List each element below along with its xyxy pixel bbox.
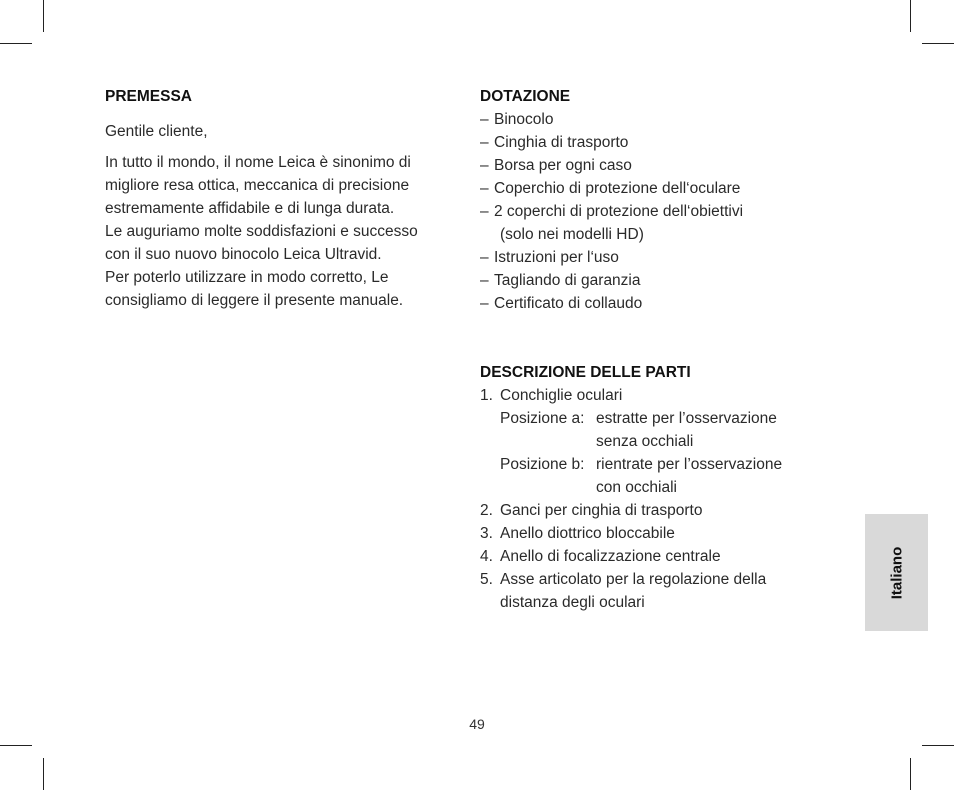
list-item-text: Asse articolato per la regolazione della [500, 571, 767, 588]
list-item-text: Anello di focalizzazione centrale [500, 548, 721, 565]
list-item-text: Tagliando di garanzia [494, 272, 641, 289]
list-item-text: Coperchio di protezione dell‘oculare [494, 180, 741, 197]
list-item [480, 108, 840, 131]
position-text [596, 453, 806, 499]
section-heading-dotazione: DOTAZIONE [480, 88, 571, 105]
list-item [480, 269, 840, 292]
item-number: 5. [480, 571, 493, 588]
list-item [480, 499, 840, 522]
list-item-text: Ganci per cinghia di trasporto [500, 502, 703, 519]
list-item [480, 384, 840, 499]
right-column [480, 85, 840, 614]
list-item-note: (solo nei modelli HD) [500, 226, 644, 243]
list-item-text: Anello diottrico bloccabile [500, 525, 675, 542]
page-number: 49 [469, 716, 485, 732]
item-number: 3. [480, 525, 493, 542]
list-item-text: Binocolo [494, 111, 554, 128]
item-number: 4. [480, 548, 493, 565]
list-item-text: Cinghia di trasporto [494, 134, 629, 151]
text-line: con il suo nuovo binocolo Leica Ultravid. [105, 246, 382, 263]
dash-bullet: – [480, 272, 489, 289]
position-row [500, 453, 840, 499]
dotazione-list [480, 108, 840, 315]
dash-bullet: – [480, 249, 489, 266]
list-item [480, 154, 840, 177]
position-text-line: con occhiali [596, 479, 677, 496]
list-item [480, 200, 840, 246]
language-tab [865, 514, 928, 631]
list-item [480, 177, 840, 200]
list-item [480, 292, 840, 315]
crop-mark [910, 0, 911, 32]
list-item [480, 246, 840, 269]
list-item [480, 131, 840, 154]
dash-bullet: – [480, 180, 489, 197]
text-line: migliore resa ottica, meccanica di precisione [105, 177, 410, 194]
item-number: 2. [480, 502, 493, 519]
text-line: In tutto il mondo, il nome Leica è sinonimo di [105, 154, 411, 171]
crop-mark [0, 745, 32, 746]
crop-mark [0, 43, 32, 44]
dash-bullet: – [480, 203, 489, 220]
dash-bullet: – [480, 295, 489, 312]
greeting: Gentile cliente, [105, 123, 208, 140]
list-item [480, 545, 840, 568]
position-text [596, 407, 806, 453]
list-item-text: 2 coperchi di protezione dell‘obiettivi [494, 203, 744, 220]
position-text-line: senza occhiali [596, 433, 694, 450]
position-row [500, 407, 840, 453]
left-column [105, 85, 445, 312]
parts-section [480, 361, 840, 614]
position-text-line: rientrate per l’osservazione [596, 456, 783, 473]
language-tab-label: Italiano [888, 546, 905, 599]
position-label: Posizione a: [500, 410, 585, 427]
parts-list [480, 384, 840, 614]
position-text-line: estratte per l’osservazione [596, 410, 777, 427]
list-item-text: Certificato di collaudo [494, 295, 643, 312]
crop-mark [43, 758, 44, 790]
section-heading-premessa: PREMESSA [105, 88, 192, 105]
crop-mark [43, 0, 44, 32]
crop-mark [910, 758, 911, 790]
list-item [480, 568, 840, 614]
text-line: estremamente affidabile e di lunga durata. [105, 200, 395, 217]
list-item-text: Istruzioni per l‘uso [494, 249, 619, 266]
item-number: 1. [480, 387, 493, 404]
dash-bullet: – [480, 111, 489, 128]
dash-bullet: – [480, 157, 489, 174]
position-label: Posizione b: [500, 456, 585, 473]
crop-mark [922, 745, 954, 746]
list-item-text: Conchiglie oculari [500, 387, 623, 404]
text-line: Le auguriamo molte soddisfazioni e successo [105, 223, 418, 240]
section-heading-parti: DESCRIZIONE DELLE PARTI [480, 364, 691, 381]
text-line: Per poterlo utilizzare in modo corretto, Le [105, 269, 389, 286]
list-item-text: Borsa per ogni caso [494, 157, 632, 174]
list-item-text: distanza degli oculari [500, 594, 645, 611]
crop-mark [922, 43, 954, 44]
intro-paragraph [105, 151, 445, 312]
dash-bullet: – [480, 134, 489, 151]
list-item [480, 522, 840, 545]
text-line: consigliamo di leggere il presente manuale. [105, 292, 404, 309]
